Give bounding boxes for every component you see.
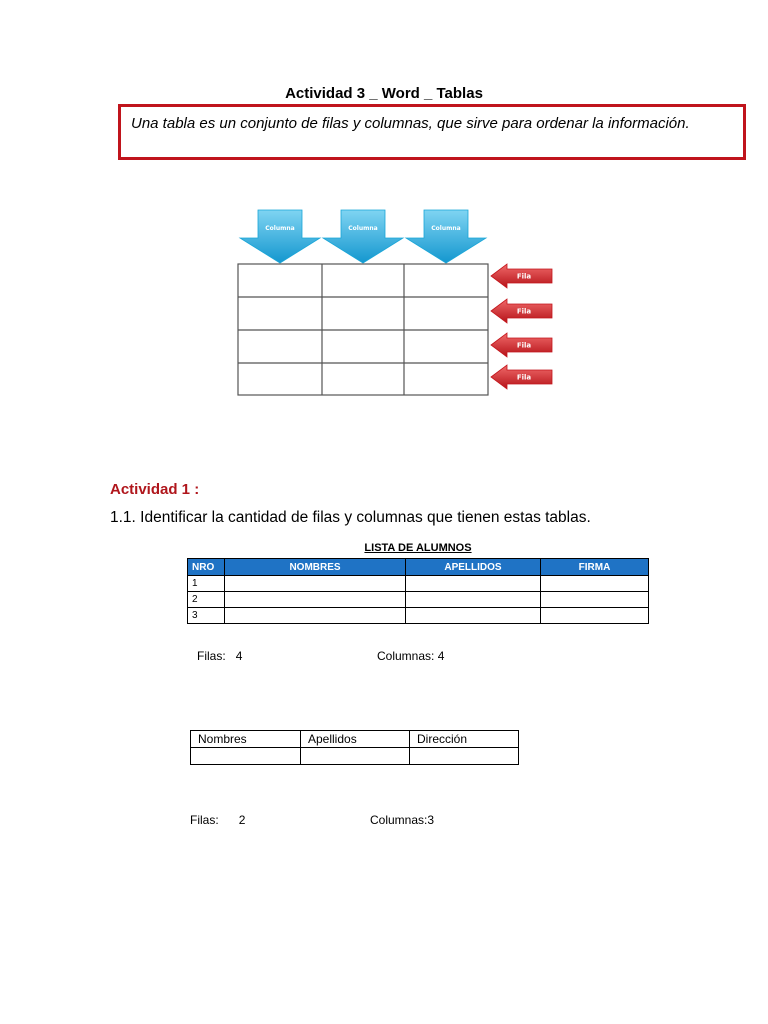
rows-value: 2 xyxy=(238,813,246,827)
header-cell: Dirección xyxy=(410,731,519,748)
row-arrow xyxy=(491,365,552,389)
column-arrow-label: Columna xyxy=(265,225,295,232)
row-arrow-label: Fila xyxy=(516,341,532,350)
header-cell: Apellidos xyxy=(301,731,410,748)
column-arrow-label: Columna xyxy=(431,225,461,232)
table-cell xyxy=(410,748,519,765)
table-row xyxy=(188,608,649,624)
table-header-row xyxy=(188,559,649,576)
table-row xyxy=(191,748,519,765)
row-arrow xyxy=(491,264,552,288)
row-arrow-label: Fila xyxy=(516,373,532,382)
table-cell xyxy=(191,748,301,765)
header-cell: FIRMA xyxy=(541,559,649,576)
table-cell xyxy=(406,592,541,608)
activity-heading: Actividad 1 : xyxy=(110,481,200,498)
table-cell xyxy=(301,748,410,765)
columns-value: 3 xyxy=(427,813,435,827)
table-cell xyxy=(541,608,649,624)
row-arrow-label: Fila xyxy=(516,272,532,281)
table-cell xyxy=(406,576,541,592)
definition-text: Una tabla es un conjunto de filas y columnas, que sirve para ordenar la información. xyxy=(131,115,690,132)
header-cell: Nombres xyxy=(191,731,301,748)
columns-label: Columnas: xyxy=(377,649,435,663)
column-arrow xyxy=(406,210,486,263)
column-arrow xyxy=(240,210,320,263)
row-arrow xyxy=(491,299,552,323)
table2-rows-answer xyxy=(190,813,245,827)
table-cell xyxy=(541,576,649,592)
document-title: Actividad 3 _ Word _ Tablas xyxy=(285,85,483,102)
rows-label: Filas: xyxy=(190,813,219,827)
header-cell: NOMBRES xyxy=(225,559,406,576)
header-cell: NRO xyxy=(188,559,225,576)
columns-value: 4 xyxy=(437,649,445,663)
table-cell xyxy=(406,608,541,624)
definition-box xyxy=(118,104,746,160)
row-arrow xyxy=(491,333,552,357)
rows-value: 4 xyxy=(235,649,243,663)
table-cell xyxy=(225,576,406,592)
column-arrow xyxy=(323,210,403,263)
table-diagram xyxy=(234,205,564,400)
table-row xyxy=(188,592,649,608)
rows-label: Filas: xyxy=(197,649,226,663)
table2-columns-answer xyxy=(370,813,434,827)
table1-columns-answer xyxy=(377,649,444,663)
table1-rows-answer xyxy=(197,649,242,663)
header-cell: APELLIDOS xyxy=(406,559,541,576)
table-cell xyxy=(225,592,406,608)
table-cell: 1 xyxy=(188,576,225,592)
student-list-table xyxy=(187,558,649,624)
table-header-row xyxy=(191,731,519,748)
table-cell: 2 xyxy=(188,592,225,608)
table-row xyxy=(188,576,649,592)
activity-instruction: 1.1. Identificar la cantidad de filas y columnas que tienen estas tablas. xyxy=(110,509,591,526)
table-cell xyxy=(541,592,649,608)
table-cell: 3 xyxy=(188,608,225,624)
row-arrow-label: Fila xyxy=(516,307,532,316)
table-cell xyxy=(225,608,406,624)
columns-label: Columnas: xyxy=(370,813,428,827)
names-table xyxy=(190,730,519,765)
table1-caption: LISTA DE ALUMNOS xyxy=(364,542,472,554)
diagram-grid xyxy=(238,264,488,395)
column-arrow-label: Columna xyxy=(348,225,378,232)
